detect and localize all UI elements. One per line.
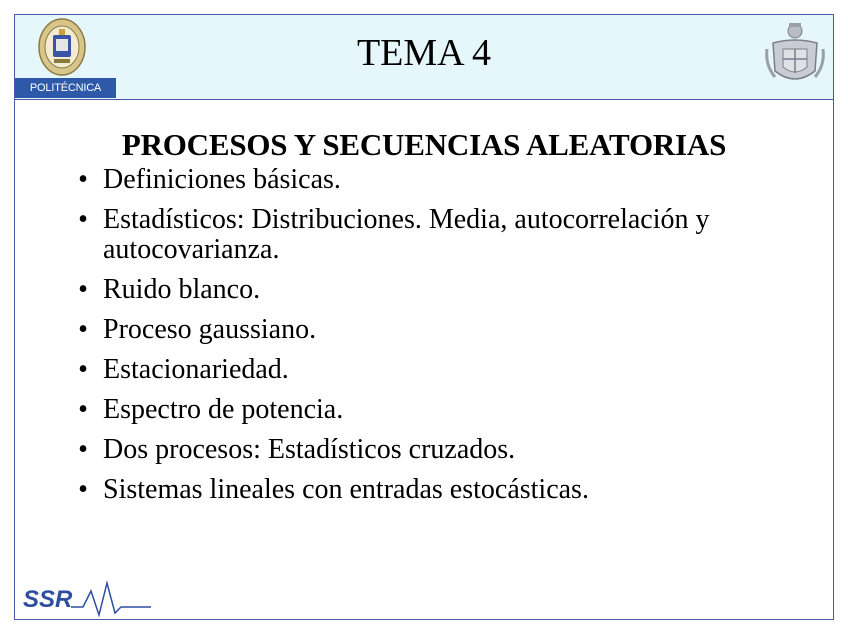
list-item-text: Espectro de potencia. [103,394,344,425]
bullet-icon: • [78,394,88,425]
list-item-text: Sistemas lineales con entradas estocásticas. [103,474,589,505]
bullet-icon: • [78,274,88,305]
section-heading: PROCESOS Y SECUENCIAS ALEATORIAS [121,127,727,162]
list-item [73,275,793,305]
list-item-text: Definiciones básicas. [103,164,341,195]
list-item [73,205,793,265]
page-title: TEMA 4 [356,32,492,74]
ssr-waveform-logo-icon [21,573,151,619]
slide-header [15,15,833,100]
list-item [73,355,793,385]
bullet-icon: • [78,204,88,235]
slide [14,14,834,620]
list-item [73,165,793,195]
list-item-text: Estacionariedad. [103,354,289,385]
list-item [73,315,793,345]
list-item [73,475,793,505]
list-item [73,435,793,465]
bullet-icon: • [78,164,88,195]
bullet-icon: • [78,354,88,385]
list-item-text: Proceso gaussiano. [103,314,317,345]
bullet-icon: • [78,434,88,465]
list-item-text: Estadísticos: Distribuciones. Media, autocorrelación y autocovarianza. [103,204,710,265]
bullet-icon: • [78,474,88,505]
institution-label: POLITÉCNICA [15,78,116,98]
list-item [73,395,793,425]
list-item-text: Dos procesos: Estadísticos cruzados. [103,434,516,465]
footer-logo-text: SSR [23,586,73,613]
bullet-icon: • [78,314,88,345]
list-item-text: Ruido blanco. [103,274,261,305]
school-crest-icon [763,19,827,91]
topic-list [73,165,793,515]
